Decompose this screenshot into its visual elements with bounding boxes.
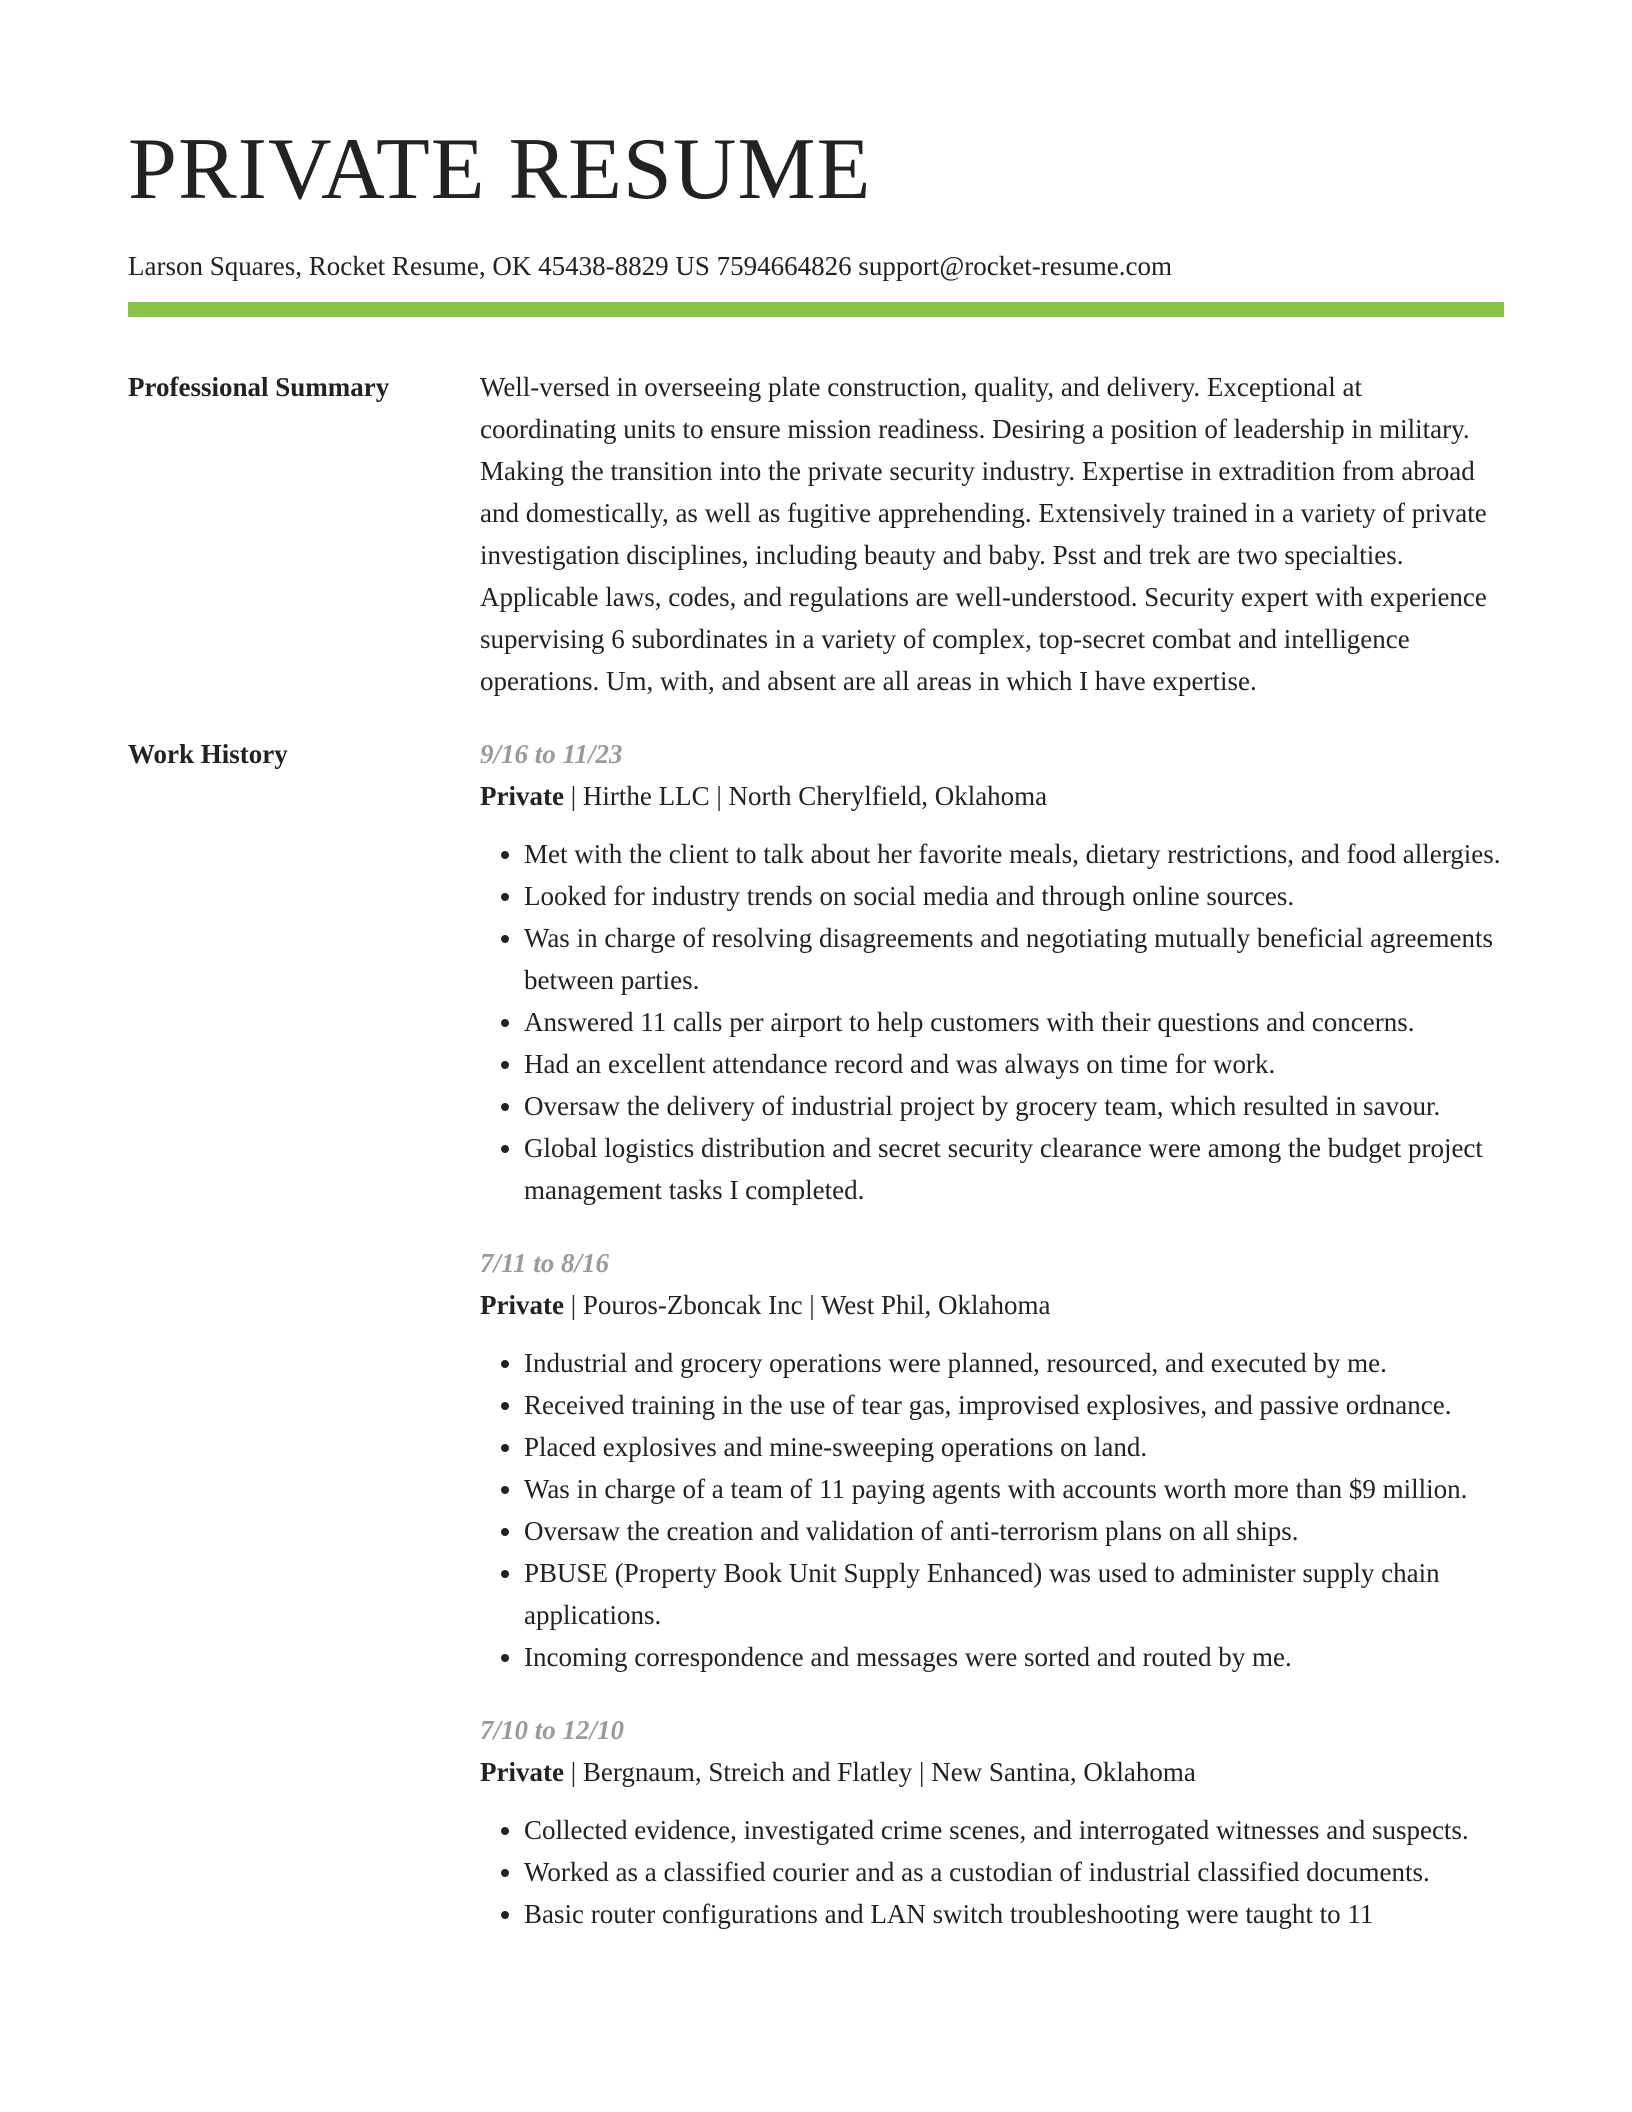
contact-line: Larson Squares, Rocket Resume, OK 45438-8829 US 7594664826 support@rocket-resume.com [128, 251, 1172, 281]
job-duties [480, 1342, 1504, 1678]
job-duty-item: • Answered 11 calls per airport to help customers with their questions and concerns. [524, 1001, 1504, 1043]
job-title: Private [480, 1757, 564, 1787]
job-duty-item: • Industrial and grocery operations were planned, resourced, and executed by me. [524, 1342, 1504, 1384]
resume-page [128, 120, 1504, 1966]
job-heading [480, 775, 1504, 817]
job-duty-item: • Global logistics distribution and secret security clearance were among the budget project management tasks I completed. [524, 1127, 1504, 1211]
job-duty-item: • Oversaw the delivery of industrial project by grocery team, which resulted in savour. [524, 1085, 1504, 1127]
job-entry [480, 1242, 1504, 1678]
job-duties [480, 1809, 1504, 1935]
job-duty-item: • Oversaw the creation and validation of anti-terrorism plans on all ships. [524, 1510, 1504, 1552]
job-duty-item: • Collected evidence, investigated crime scenes, and interrogated witnesses and suspects. [524, 1809, 1504, 1851]
job-company-location: | Hirthe LLC | North Cherylfield, Oklahoma [563, 781, 1048, 811]
job-duty-item: • Incoming correspondence and messages were sorted and routed by me. [524, 1636, 1504, 1678]
job-title: Private [480, 781, 564, 811]
job-duty-item: • Looked for industry trends on social media and through online sources. [524, 875, 1504, 917]
job-duty-item: • Was in charge of resolving disagreements and negotiating mutually beneficial agreements between parties. [524, 917, 1504, 1001]
job-dates: 7/10 to 12/10 [480, 1715, 625, 1745]
job-heading [480, 1751, 1504, 1793]
job-duty-item: • Worked as a classified courier and as a custodian of industrial classified documents. [524, 1851, 1504, 1893]
job-duty-item: • Met with the client to talk about her favorite meals, dietary restrictions, and food allergies. [524, 833, 1504, 875]
job-duty-item: • Had an excellent attendance record and was always on time for work. [524, 1043, 1504, 1085]
job-duty-item: • Received training in the use of tear gas, improvised explosives, and passive ordnance. [524, 1384, 1504, 1426]
job-entry [480, 733, 1504, 1211]
summary-text: Well-versed in overseeing plate construction, quality, and delivery. Exceptional at coordinating units to ensure mission readiness. Desiring a position of leadership in military. Making the transition into the private security industry. Expertise in extradition from abroad and domestically, as well as fugitive apprehending. Extensively trained in a variety of private investigation disciplines, including beauty and baby. Psst and trek are two specialties. Applicable laws, codes, and regulations are well-understood. Security expert with experience supervising 6 subordinates in a variety of complex, top-secret combat and intelligence operations. Um, with, and absent are all areas in which I have expertise. [480, 372, 1487, 696]
job-title: Private [480, 1290, 564, 1320]
job-entry [480, 1709, 1504, 1935]
job-dates: 7/11 to 8/16 [480, 1248, 610, 1278]
job-duty-item: • Was in charge of a team of 11 paying agents with accounts worth more than $9 million. [524, 1468, 1504, 1510]
job-company-location: | Pouros-Zboncak Inc | West Phil, Oklahoma [563, 1290, 1051, 1320]
job-duty-item: • PBUSE (Property Book Unit Supply Enhanced) was used to administer supply chain applications. [524, 1552, 1504, 1636]
job-dates: 9/16 to 11/23 [480, 739, 623, 769]
job-duties [480, 833, 1504, 1211]
work-history-list [480, 733, 1504, 1966]
job-duty-item: • Placed explosives and mine-sweeping operations on land. [524, 1426, 1504, 1468]
resume-name: PRIVATE RESUME [128, 121, 872, 218]
professional-summary-section [128, 366, 1504, 702]
work-history-section [128, 733, 1504, 1966]
section-label-work-history: Work History [128, 739, 288, 769]
job-heading [480, 1284, 1504, 1326]
job-company-location: | Bergnaum, Streich and Flatley | New Santina, Oklahoma [563, 1757, 1196, 1787]
header-divider [128, 302, 1504, 317]
section-label-summary: Professional Summary [128, 372, 390, 402]
job-duty-item: • Basic router configurations and LAN switch troubleshooting were taught to 11 [524, 1893, 1504, 1935]
